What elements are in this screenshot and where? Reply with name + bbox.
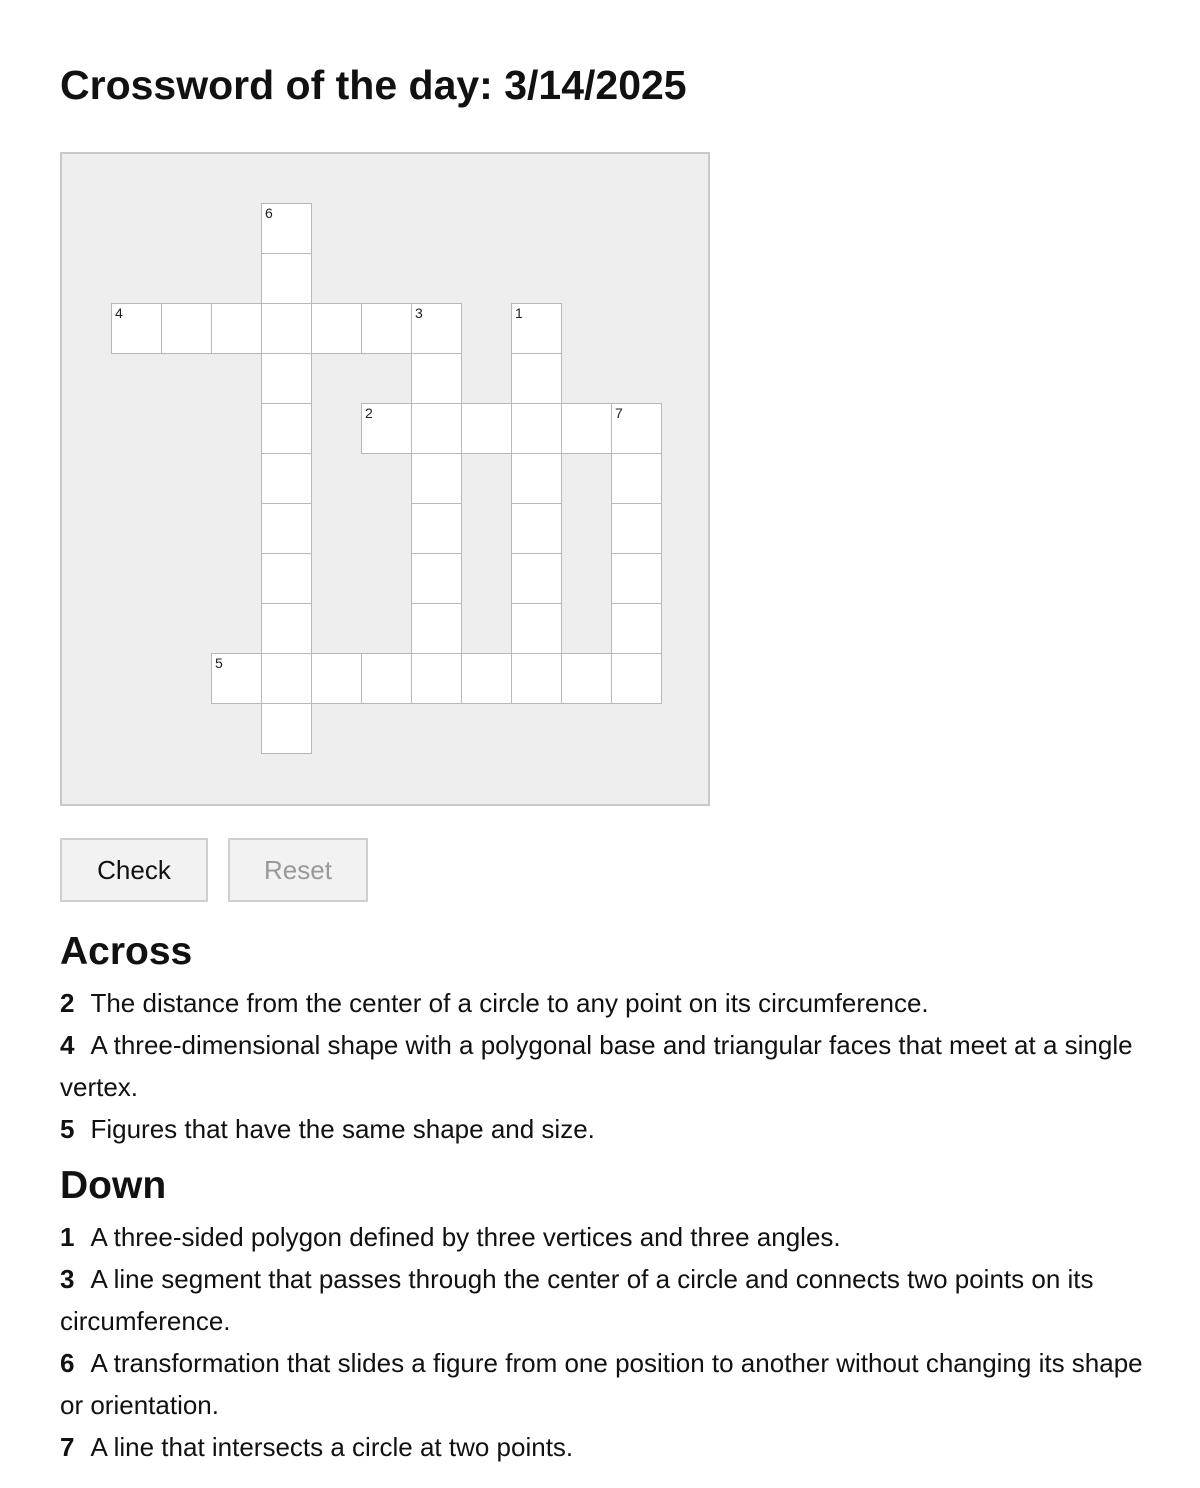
grid-cell[interactable] <box>261 703 312 754</box>
across-clue <box>60 1108 1150 1150</box>
grid-cell[interactable] <box>511 403 562 454</box>
grid-cell[interactable] <box>411 353 462 404</box>
letter-input[interactable] <box>262 454 311 503</box>
clue-text: A transformation that slides a figure from one position to another without changing its shape or orientation. <box>60 1348 1143 1420</box>
letter-input[interactable] <box>512 604 561 653</box>
clue-number: 7 <box>60 1432 75 1462</box>
grid-cell[interactable] <box>311 303 362 354</box>
grid-cell[interactable] <box>511 453 562 504</box>
letter-input[interactable] <box>362 404 411 453</box>
clue-number-label: 4 <box>115 305 123 321</box>
clue-text: A three-dimensional shape with a polygonal base and triangular faces that meet at a single vertex. <box>60 1030 1133 1102</box>
grid-cell[interactable] <box>611 603 662 654</box>
letter-input[interactable] <box>412 654 461 703</box>
letter-input[interactable] <box>512 354 561 403</box>
grid-cell[interactable] <box>511 303 562 354</box>
grid-cell[interactable] <box>261 503 312 554</box>
grid-cell[interactable] <box>511 553 562 604</box>
letter-input[interactable] <box>262 604 311 653</box>
grid-cell[interactable] <box>261 353 312 404</box>
clue-text: A three-sided polygon defined by three vertices and three angles. <box>90 1222 841 1252</box>
letter-input[interactable] <box>512 454 561 503</box>
letter-input[interactable] <box>612 554 661 603</box>
across-heading: Across <box>60 930 193 973</box>
down-heading: Down <box>60 1164 167 1207</box>
clue-number-label: 5 <box>215 655 223 671</box>
letter-input[interactable] <box>612 454 661 503</box>
down-clue <box>60 1258 1150 1342</box>
letter-input[interactable] <box>262 704 311 753</box>
letter-input[interactable] <box>412 454 461 503</box>
grid-cell[interactable] <box>261 203 312 254</box>
letter-input[interactable] <box>262 304 311 353</box>
down-clue <box>60 1342 1150 1426</box>
grid-cell[interactable] <box>611 553 662 604</box>
clue-number-label: 7 <box>615 405 623 421</box>
grid-cell[interactable] <box>261 303 312 354</box>
grid-cell[interactable] <box>411 453 462 504</box>
grid-cell[interactable] <box>361 653 412 704</box>
letter-input[interactable] <box>412 304 461 353</box>
grid-cell[interactable] <box>161 303 212 354</box>
letter-input[interactable] <box>412 504 461 553</box>
grid-cell[interactable] <box>261 403 312 454</box>
grid-cell[interactable] <box>411 403 462 454</box>
crossword-grid <box>60 152 710 806</box>
clue-number-label: 2 <box>365 405 373 421</box>
clue-number: 1 <box>60 1222 75 1252</box>
clue-number-label: 6 <box>265 205 273 221</box>
grid-cell[interactable] <box>261 553 312 604</box>
grid-cell[interactable] <box>611 403 662 454</box>
letter-input[interactable] <box>262 554 311 603</box>
letter-input[interactable] <box>212 654 261 703</box>
grid-cell[interactable] <box>461 403 512 454</box>
down-clue-list <box>60 1216 1150 1468</box>
grid-cell[interactable] <box>511 653 562 704</box>
grid-cell[interactable] <box>261 603 312 654</box>
letter-input[interactable] <box>112 304 161 353</box>
grid-cell[interactable] <box>511 503 562 554</box>
grid-cell[interactable] <box>511 353 562 404</box>
grid-cell[interactable] <box>111 303 162 354</box>
grid-cell[interactable] <box>261 653 312 704</box>
letter-input[interactable] <box>462 654 511 703</box>
grid-cell[interactable] <box>611 453 662 504</box>
clue-number: 3 <box>60 1264 75 1294</box>
grid-cell[interactable] <box>411 603 462 654</box>
grid-cell[interactable] <box>611 653 662 704</box>
clue-number: 5 <box>60 1114 75 1144</box>
page-title: Crossword of the day: 3/14/2025 <box>60 62 687 108</box>
down-clue <box>60 1426 1150 1468</box>
clue-text: A line that intersects a circle at two points. <box>90 1432 574 1462</box>
letter-input[interactable] <box>262 404 311 453</box>
clue-text: Figures that have the same shape and size. <box>90 1114 595 1144</box>
letter-input[interactable] <box>312 654 361 703</box>
clue-text: A line segment that passes through the center of a circle and connects two points on its circumference. <box>60 1264 1094 1336</box>
grid-cell[interactable] <box>411 553 462 604</box>
letter-input[interactable] <box>512 554 561 603</box>
letter-input[interactable] <box>512 404 561 453</box>
down-clue <box>60 1216 1150 1258</box>
letter-input[interactable] <box>512 654 561 703</box>
grid-cell[interactable] <box>411 503 462 554</box>
letter-input[interactable] <box>412 404 461 453</box>
letter-input[interactable] <box>462 404 511 453</box>
across-clue <box>60 982 1150 1024</box>
letter-input[interactable] <box>262 654 311 703</box>
grid-cell[interactable] <box>361 303 412 354</box>
clue-number: 6 <box>60 1348 75 1378</box>
clue-text: The distance from the center of a circle to any point on its circumference. <box>90 988 929 1018</box>
letter-input[interactable] <box>512 504 561 553</box>
check-button[interactable]: Check <box>60 838 208 902</box>
grid-cell[interactable] <box>561 653 612 704</box>
grid-cell[interactable] <box>211 303 262 354</box>
grid-cell[interactable] <box>361 403 412 454</box>
letter-input[interactable] <box>612 404 661 453</box>
clue-number: 2 <box>60 988 75 1018</box>
across-clue-list <box>60 982 1150 1150</box>
letter-input[interactable] <box>362 304 411 353</box>
grid-cell[interactable] <box>561 403 612 454</box>
grid-cell[interactable] <box>411 653 462 704</box>
letter-input[interactable] <box>412 554 461 603</box>
grid-cell[interactable] <box>261 453 312 504</box>
letter-input[interactable] <box>562 404 611 453</box>
grid-cell[interactable] <box>611 503 662 554</box>
clue-number-label: 3 <box>415 305 423 321</box>
across-clue <box>60 1024 1150 1108</box>
grid-cell[interactable] <box>511 603 562 654</box>
letter-input[interactable] <box>262 204 311 253</box>
letter-input[interactable] <box>562 654 611 703</box>
letter-input[interactable] <box>262 504 311 553</box>
grid-cell[interactable] <box>261 253 312 304</box>
letter-input[interactable] <box>412 604 461 653</box>
letter-input[interactable] <box>162 304 211 353</box>
letter-input[interactable] <box>412 354 461 403</box>
clues-panel <box>60 932 1150 1468</box>
letter-input[interactable] <box>312 304 361 353</box>
letter-input[interactable] <box>512 304 561 353</box>
letter-input[interactable] <box>362 654 411 703</box>
clue-number-label: 1 <box>515 305 523 321</box>
letter-input[interactable] <box>212 304 261 353</box>
grid-cell[interactable] <box>461 653 512 704</box>
letter-input[interactable] <box>612 654 661 703</box>
letter-input[interactable] <box>612 604 661 653</box>
reset-button[interactable]: Reset <box>228 838 368 902</box>
letter-input[interactable] <box>612 504 661 553</box>
grid-cell[interactable] <box>211 653 262 704</box>
letter-input[interactable] <box>262 354 311 403</box>
letter-input[interactable] <box>262 254 311 303</box>
grid-cell[interactable] <box>411 303 462 354</box>
grid-cell[interactable] <box>311 653 362 704</box>
clue-number: 4 <box>60 1030 75 1060</box>
